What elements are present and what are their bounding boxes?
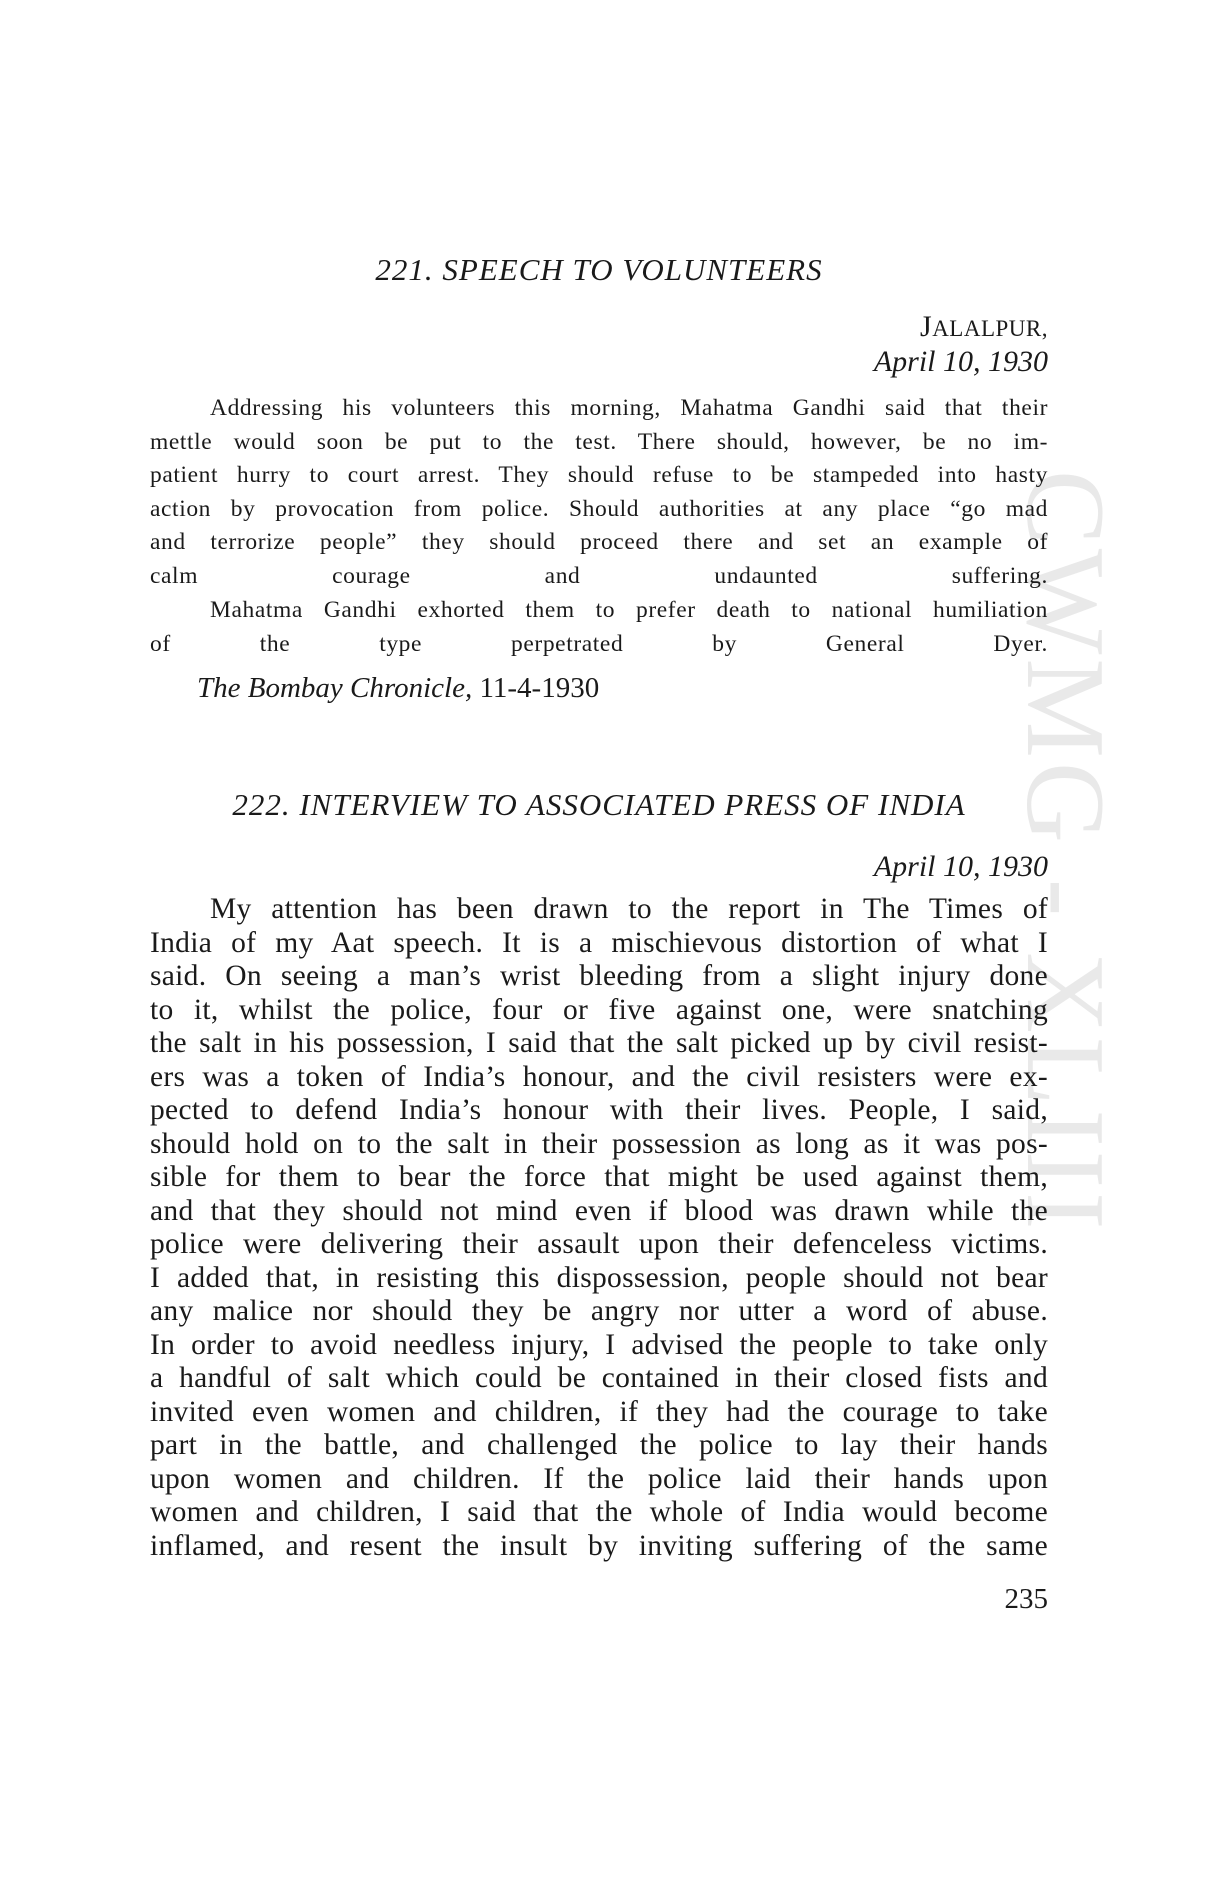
body-line: upon women and children. If the police laid their hands upon	[150, 1462, 1048, 1495]
source-citation	[197, 672, 599, 705]
body-line: invited even women and children, if they had the courage to take	[150, 1395, 1048, 1428]
body-line: the salt in his possession, I said that the salt picked up by civil resist-	[150, 1027, 1048, 1059]
page-number: 235	[1004, 1583, 1048, 1615]
paragraph-line: mettle would soon be put to the test. There should, however, be no im-	[150, 428, 1048, 455]
body-line: any malice nor should they be angry nor utter a word of abuse.	[150, 1295, 1048, 1327]
body-line: to it, whilst the police, four or five against one, were snatching	[150, 993, 1048, 1026]
body-line: part in the battle, and challenged the police to lay their hands	[150, 1429, 1048, 1461]
body-line: and that they should not mind even if blood was drawn while the	[150, 1194, 1048, 1227]
section-221-paragraph-2	[150, 594, 1048, 661]
place-rest: ALALPUR,	[932, 316, 1048, 341]
body-line: In order to avoid needless injury, I advised the people to take only	[150, 1328, 1048, 1361]
section-221-heading: 221. SPEECH TO VOLUNTEERS	[375, 252, 823, 287]
paragraph-line: action by provocation from police. Should authorities at any place “go mad	[150, 495, 1048, 522]
body-line: should hold on to the salt in their possession as long as it was pos-	[150, 1127, 1048, 1160]
body-line: My attention has been drawn to the report in The Times of	[210, 893, 1048, 925]
body-line: said. On seeing a man’s wrist bleeding from a slight injury done	[150, 960, 1048, 992]
body-line: a handful of salt which could be contained in their closed fists and	[150, 1362, 1048, 1394]
paragraph-line: and terrorize people” they should proceed there and set an example of	[150, 529, 1048, 555]
paragraph-line: patient hurry to court arrest. They should refuse to be stampeded into hasty	[150, 462, 1048, 488]
section-222-date: April 10, 1930	[873, 850, 1048, 883]
body-line: pected to defend India’s honour with their lives. People, I said,	[150, 1094, 1048, 1126]
place-initial: J	[920, 310, 933, 343]
body-line: I added that, in resisting this dispossession, people should not bear	[150, 1261, 1048, 1294]
place-line	[920, 310, 1048, 344]
paragraph-last-line: calm courage and undaunted suffering.	[150, 562, 1048, 589]
paragraph-line: Addressing his volunteers this morning, Mahatma Gandhi said that their	[210, 395, 1048, 421]
source-date: 11-4-1930	[479, 672, 600, 704]
paragraph-last-line: of the type perpetrated by General Dyer.	[150, 630, 1048, 657]
body-line: women and children, I said that the whole of India would become	[150, 1496, 1048, 1528]
watermark-text: CWMG - XLIII	[1003, 470, 1127, 1234]
section-221-paragraph-1	[150, 392, 1048, 593]
body-line: sible for them to bear the force that might be used against them,	[150, 1161, 1048, 1193]
body-line: India of my Aat speech. It is a mischievous distortion of what I	[150, 926, 1048, 959]
body-line: police were delivering their assault upon their defenceless victims.	[150, 1228, 1048, 1260]
paragraph-line: Mahatma Gandhi exhorted them to prefer death to national humiliation	[210, 597, 1048, 623]
body-line: ers was a token of India’s honour, and the civil resisters were ex-	[150, 1060, 1048, 1093]
section-221-date: April 10, 1930	[873, 345, 1048, 378]
body-line: inflamed, and resent the insult by inviting suffering of the same	[150, 1529, 1048, 1562]
section-222-heading: 222. INTERVIEW TO ASSOCIATED PRESS OF INDIA	[232, 787, 966, 822]
source-title: The Bombay Chronicle,	[197, 672, 473, 704]
section-222-body	[150, 893, 1048, 1563]
